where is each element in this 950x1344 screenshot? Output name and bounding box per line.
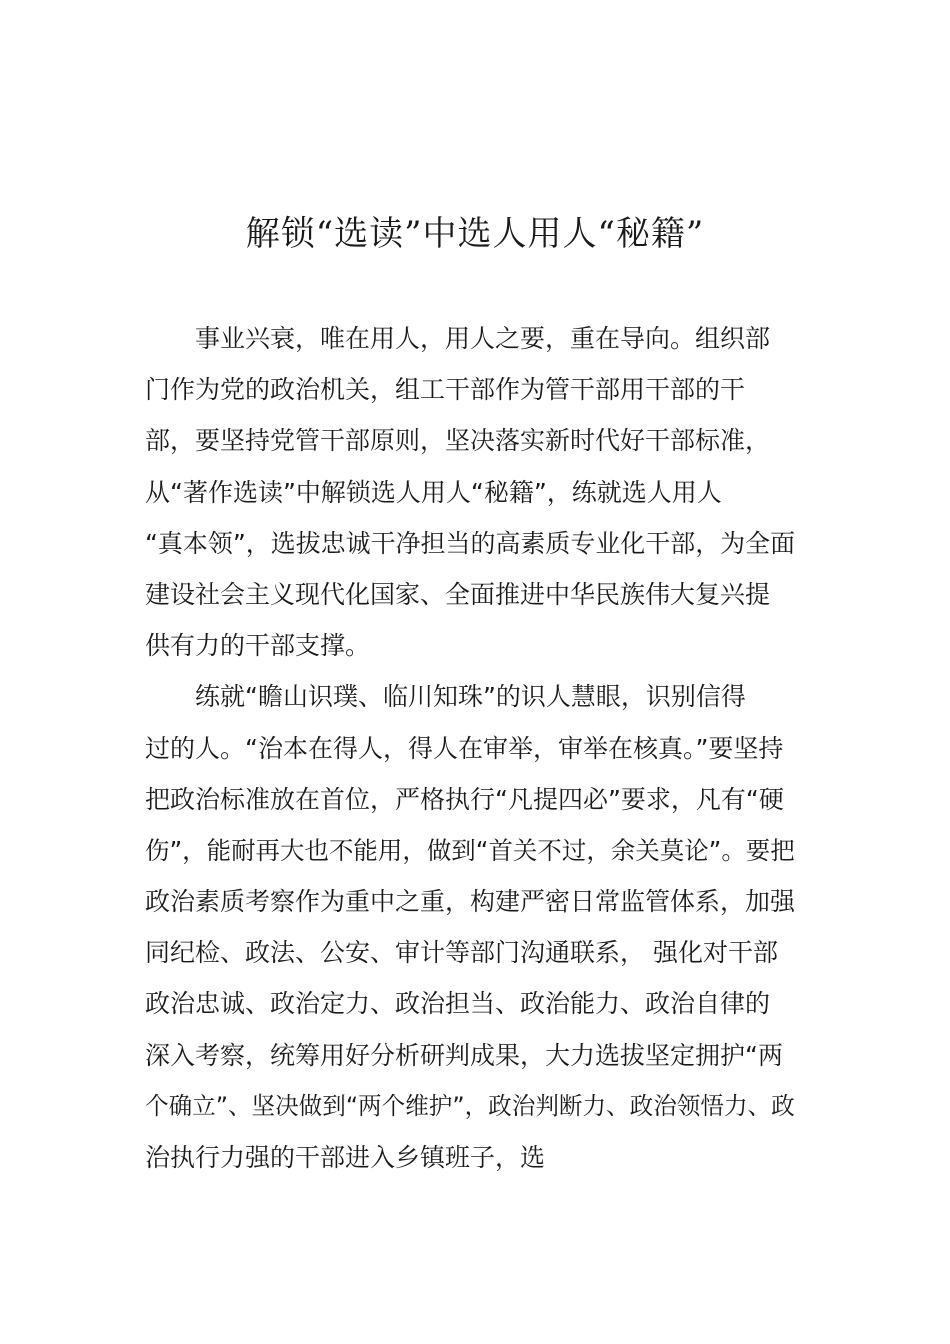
paragraph-line: 政治素质考察作为重中之重，构建严密日常监管体系，加强	[145, 887, 796, 917]
paragraph-line: 练就“瞻山识璞、临川知珠”的识人慧眼，识别信得	[195, 682, 746, 712]
paragraph-line: 个确立”、坚决做到“两个维护”，政治判断力、政治领悟力、政	[145, 1091, 795, 1120]
paragraph-line: 同纪检、政法、公安、审计等部门沟通联系， 强化对干部	[145, 938, 778, 968]
paragraph-line: 深入考察，统筹用好分析研判成果，大力选拔坚定拥护“两	[145, 1040, 783, 1070]
paragraph-line: 从“著作选读”中解锁选人用人“秘籍”，练就选人用人	[145, 477, 722, 507]
paragraph-line: “真本领”，选拔忠诚干净担当的高素质专业化干部，为全面	[145, 528, 796, 558]
document-body	[145, 313, 795, 1183]
paragraph-line: 部，要坚持党管干部原则，坚决落实新时代好干部标准，	[145, 426, 771, 456]
paragraph-line: 把政治标准放在首位，严格执行“凡提四必”要求，凡有“硬	[145, 784, 784, 814]
paragraph-line: 事业兴衰，唯在用人，用人之要，重在导向。组织部	[195, 324, 771, 353]
paragraph-line: 门作为党的政治机关，组工干部作为管干部用干部的干	[145, 375, 746, 405]
paragraph-line: 伤”，能耐再大也不能用，做到“首关不过，余关莫论”。要把	[145, 835, 795, 865]
paragraph-line: 供有力的干部支撑。	[145, 631, 371, 661]
document-title: 解锁“选读”中选人用人“秘籍”	[245, 214, 705, 254]
paragraph-line: 建设社会主义现代化国家、全面推进中华民族伟大复兴提	[145, 579, 771, 609]
paragraph-line: 过的人。“治本在得人，得人在审举，审举在核真。”要坚持	[145, 733, 784, 763]
paragraph-line: 治执行力强的干部进入乡镇班子，选	[145, 1143, 546, 1172]
paragraph-line: 政治忠诚、政治定力、政治担当、政治能力、政治自律的	[145, 989, 771, 1019]
